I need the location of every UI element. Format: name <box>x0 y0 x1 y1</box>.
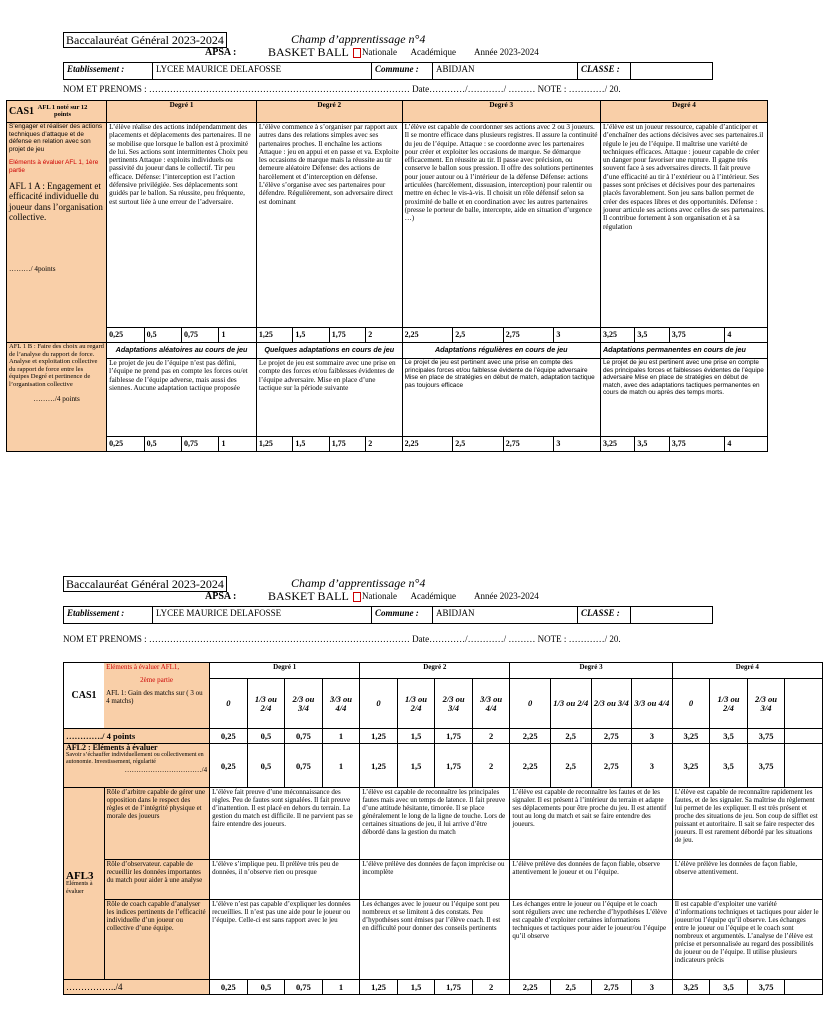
score-cell[interactable]: 2,5 <box>453 328 504 343</box>
grid-page2 <box>63 662 823 995</box>
score-cell[interactable]: 2,25 <box>510 729 551 744</box>
observateur-degre4: L’élève prélève les données de façon fiable, observe attentivement. <box>672 860 822 900</box>
score-cell[interactable]: 1 <box>322 744 360 788</box>
role-coach: Rôle de coach capable d’analyser les indices pertinents de l’efficacité individuelle d’un joueur ou collective d’une équipe. <box>104 900 210 980</box>
afl1b-degre3: Le projet de jeu est pertinent avec une prise en compte des principales forces et/ou faiblesse évidente de l’équipe adversaire Mise en place de stratégies en début de match, adaptation tactique pas toujours efficace <box>402 359 600 437</box>
adapt-degre4: Adaptations permanentes en cours de jeu <box>600 343 767 359</box>
fraction-cell: 1/3 ou 2/4 <box>550 679 591 729</box>
nationale-label: Nationale <box>362 591 397 601</box>
cas1-text: CAS1 <box>9 105 35 117</box>
arbitre-degre1: L’élève fait preuve d’une méconnaissance des règles. Peu de fautes sont signalées. Il fait preuve d’inattention. Il est placé en dehors du terrain. La gestion du match est difficile. Il ne parvient pas se faire entendre des joueurs. <box>210 788 360 860</box>
afl1a-title: AFL 1 A : Engagement et efficacité individuelle du joueur dans l’organisation collective. <box>9 180 103 223</box>
score-cell[interactable]: 3,5 <box>710 980 748 995</box>
afl3-score-row <box>64 980 823 995</box>
afl2-criteria <box>64 744 210 788</box>
degre-4-header-2: Degré 4 <box>672 663 822 679</box>
afl1-gain-text: AFL 1: Gain des matchs sur ( 3 ou 4 matchs) <box>106 689 203 705</box>
red-line-1: Eléments à évaluer AFL1, <box>106 663 180 671</box>
score-cell[interactable]: 3,75 <box>747 744 785 788</box>
score-cell[interactable]: 0,75 <box>285 744 323 788</box>
nom-line: NOM ET PRENOMS : …………………………………………………………………………… Date…………/…………/ ……… NOTE : …………/ 20. <box>63 84 621 94</box>
afl1a-degre3: L’élève est capable de coordonner ses actions avec 2 ou 3 joueurs. Il se montre efficace dans plusieurs registres. Il assure la continuité du jeu de l’équipe. Attaque : se coordonne avec les partenaires pour créer et exploiter les occasions de marque. Se démarque efficacement. En réussite au tir. Il passe avec précision, ou conserve le ballon sous pression. Il offre des solutions pertinentes pour jouer autour ou à l’intérieur de la défense Défense: actions articulées (harcèlement, dissuasion, interception) pour ralentir ou mettre en échec le vis-à-vis. Il choisit un rôle défensif selon sa proximité de balle et en coordination avec les autres partenaires (presse le porteur de balle, intercepte, aide en situation d’urgence …) <box>402 123 600 328</box>
degre-1-header-2: Degré 1 <box>210 663 360 679</box>
score-cell[interactable]: 3,5 <box>710 729 748 744</box>
afl1a-points: ………/ 4points <box>9 264 56 273</box>
etab-value: LYCEE MAURICE DELAFOSSE <box>153 607 372 624</box>
champ-title: Champ d’apprentissage n°4 <box>291 576 426 590</box>
score-cell[interactable]: 0,25 <box>210 729 248 744</box>
afl1b-degre2: Le projet de jeu est sommaire avec une prise en compte des forces et/ou faiblesses évidentes de l’équipe adversaire. Mise en place d’une tactique sur la période suivante <box>256 359 402 437</box>
score-cell[interactable]: 2,5 <box>550 729 591 744</box>
score-cell[interactable]: 3,75 <box>669 437 725 452</box>
degre-2-header: Degré 2 <box>256 101 402 123</box>
score-cell[interactable]: 3,25 <box>672 744 710 788</box>
score-cell[interactable]: 4 <box>725 328 768 343</box>
afl3-title: AFL3 <box>66 869 94 882</box>
score-cell[interactable]: 1,5 <box>397 980 435 995</box>
fraction-cell: 3/3 ou 4/4 <box>632 679 673 729</box>
score-cell[interactable]: 2,75 <box>503 437 554 452</box>
score-cell[interactable]: 0,75 <box>285 729 323 744</box>
score-cell[interactable]: 2,5 <box>550 980 591 995</box>
fraction-cell: 0 <box>672 679 710 729</box>
score-cell[interactable]: 2,25 <box>510 744 551 788</box>
afl2-row <box>64 744 823 788</box>
arbitre-degre4: L’élève est capable de reconnaître rapidement les fautes, et de les signaler. Sa maîtrise du règlement lui permet de les expliquer. Il est très présent et proche des situations de jeu. Son coup de sifflet est puissant et autoritaire. Il sait se faire respecter des joueurs. Il est rarement débordé par les situations de jeu. <box>672 788 822 860</box>
degre-1-header: Degré 1 <box>107 101 257 123</box>
fraction-cell: 2/3 ou 3/4 <box>747 679 785 729</box>
score-cell[interactable] <box>785 744 823 788</box>
score-cell[interactable]: 2,25 <box>402 437 453 452</box>
afl1b-criteria <box>7 343 107 452</box>
commune-label: Commune : <box>372 63 433 80</box>
role-arbitre: Rôle d’arbitre capable de gérer une opposition dans le respect des règles et de l’intégrité physique et morale des joueurs <box>104 788 210 860</box>
score-cell[interactable]: 3,5 <box>710 744 748 788</box>
adapt-degre3: Adaptations régulières en cours de jeu <box>402 343 600 359</box>
score-cell[interactable]: 3 <box>632 980 673 995</box>
score-cell[interactable]: 0,5 <box>247 744 285 788</box>
score-cell[interactable]: 1,5 <box>397 744 435 788</box>
commune-value: ABIDJAN <box>433 63 578 80</box>
score-cell[interactable]: 2 <box>472 980 510 995</box>
score-cell[interactable]: 3 <box>554 328 601 343</box>
annee-label: Année 2023-2024 <box>473 47 539 57</box>
arbitre-row <box>64 788 823 860</box>
score-cell[interactable]: 3 <box>632 729 673 744</box>
score-cell[interactable]: 1,75 <box>435 980 473 995</box>
score-cell[interactable] <box>785 729 823 744</box>
apsa-value: BASKET BALL <box>268 589 349 603</box>
etab-table <box>63 62 713 80</box>
bac-title: Baccalauréat Général 2023-2024 <box>63 32 227 48</box>
score-cell[interactable]: 1 <box>219 437 256 452</box>
score-cell[interactable]: 2,75 <box>591 729 632 744</box>
score-cell[interactable]: 1,75 <box>329 328 365 343</box>
score-cell[interactable]: 3,25 <box>672 980 710 995</box>
score-cell[interactable]: 0,25 <box>107 437 144 452</box>
sheet-1 <box>63 32 768 97</box>
afl2-points: ……………………………/4 <box>124 766 208 774</box>
score-cell[interactable]: 0,5 <box>247 729 285 744</box>
observateur-row <box>64 860 823 900</box>
afl1a-score-row <box>7 328 768 343</box>
score-cell[interactable]: 2 <box>472 729 510 744</box>
afl3-label <box>64 788 105 980</box>
commune-label: Commune : <box>372 607 433 624</box>
etab-value: LYCEE MAURICE DELAFOSSE <box>153 63 372 80</box>
score-cell[interactable]: 0,25 <box>210 744 248 788</box>
score-cell[interactable]: 1,25 <box>256 328 292 343</box>
score-cell[interactable]: 3 <box>554 437 601 452</box>
annee-label: Année 2023-2024 <box>473 591 539 601</box>
score-cell[interactable]: 1 <box>322 729 360 744</box>
score-cell[interactable]: 2,75 <box>591 744 632 788</box>
score-cell[interactable]: 2,75 <box>503 328 554 343</box>
fraction-cell: 2/3 ou 3/4 <box>591 679 632 729</box>
score-cell[interactable]: 1,25 <box>360 729 398 744</box>
degre-2-header-2: Degré 2 <box>360 663 510 679</box>
afl1b-score-row <box>7 437 768 452</box>
afl3-points: ……………../4 <box>64 980 210 995</box>
coach-degre1: L’élève n’est pas capable d’expliquer les données recueillies. Il n’est pas une aide pour le joueur ou l’équipe. Celle-ci est sans rapport avec le jeu <box>210 900 360 980</box>
fraction-cell: 2/3 ou 3/4 <box>285 679 323 729</box>
afl1a-top: S’engager et réaliser des actions techniques d’attaque et de défense en relation avec son projet de jeu <box>9 123 103 153</box>
score-cell[interactable]: 3,75 <box>669 328 725 343</box>
sheet-2 <box>63 576 768 647</box>
score-cell[interactable]: 1,25 <box>360 744 398 788</box>
afl1b-degre4: Le projet de jeu est pertinent avec une prise en compte des principales forces et faiblesses évidentes de l’équipe adversaire Mise en place de stratégies en début de match, avec des adaptations tactiques permanentes en cours de match ou après des temps morts. <box>600 359 767 437</box>
champ-title: Champ d’apprentissage n°4 <box>291 32 426 46</box>
score-cell[interactable]: 1 <box>322 980 360 995</box>
classe-label: CLASSE : <box>578 607 631 624</box>
apsa-label: APSA : <box>205 591 237 602</box>
observateur-degre3: L’élève prélève des données de façon fiable, observe attentivement le joueur et ou l’équipe. <box>510 860 672 900</box>
fraction-cell: 1/3 ou 2/4 <box>247 679 285 729</box>
academique-label: Académique <box>410 591 456 601</box>
score-cell[interactable]: 1,25 <box>256 437 292 452</box>
afl1b-text: AFL 1 B : Faire des choix au regard de l’analyse du rapport de force. Analyse et exploitation collective du rapport de force entre les équipes Degré et pertinence de l’organisation collective <box>9 343 104 388</box>
score-cell[interactable]: 0,75 <box>182 437 219 452</box>
observateur-degre2: L’élève prélève des données de façon imprécise ou incomplète <box>360 860 510 900</box>
afl1-note: AFL 1 noté sur 12 points <box>37 103 88 118</box>
score-cell[interactable]: 1,5 <box>293 437 329 452</box>
afl1a-degre2: L’élève commence à s’organiser par rapport aux autres dans des relations simples avec ses partenaires proches. Il enchaîne les actions Attaque : jeu en appui et en passe et va. Exploite les occasions de marque mais la réussite au tir demeure aléatoire Défense: des actions de harcèlement et d’interception en défense. L’élève s’organise avec ses partenaires pour défendre. Régulièrement, son adversaire direct est dominant <box>256 123 402 328</box>
etab-table-2 <box>63 606 713 624</box>
score-cell[interactable]: 1,75 <box>435 744 473 788</box>
coach-degre2: Les échanges avec le joueur ou l’équipe sont peu nombreux et se limitent à des constats. Peu d’hypothèses sont émises par l’élève coach. Il est en difficulté pour donner des conseils pertinents <box>360 900 510 980</box>
coach-degre3: Les échanges entre le joueur ou l’équipe et le coach sont réguliers avec une recherche d’hypothèses L’élève est capable d’exploiter certaines informations techniques et tactiques pour aider le joueur/ou l’équipe qu’il observe <box>510 900 672 980</box>
fraction-cell: 0 <box>510 679 551 729</box>
score-cell[interactable]: 1,5 <box>293 328 329 343</box>
classe-value <box>631 63 713 80</box>
score-cell[interactable]: 2,25 <box>510 980 551 995</box>
score-cell[interactable]: 2,25 <box>402 328 453 343</box>
nom-line: NOM ET PRENOMS : …………………………………………………………………………… Date…………/…………/ ……… NOTE : …………/ 20. <box>63 634 621 644</box>
adapt-degre2: Quelques adaptations en cours de jeu <box>256 343 402 359</box>
fraction-cell: 2/3 ou 3/4 <box>435 679 473 729</box>
level-options <box>353 591 539 602</box>
coach-degre4: Il est capable d’exploiter une variété d’informations techniques et tactiques pour aider le joueur/ou l’équipe qu’il observe. Les échanges entre le joueur ou l’équipe et le coach sont nombreux et argumentés. L’analyse de l’élève est précise et personnalisée au regard des possibilités du joueur ou de l’équipe. Il utilise plusieurs indicateurs précis <box>672 900 822 980</box>
header-2 <box>63 576 768 606</box>
score-cell[interactable]: 1,5 <box>397 729 435 744</box>
score-cell[interactable]: 3,25 <box>600 328 634 343</box>
role-observateur: Rôle d’observateur. capable de recueillir les données importantes du match pour aider à une analyse <box>104 860 210 900</box>
score-cell[interactable]: 3 <box>632 744 673 788</box>
score-cell[interactable]: 3,25 <box>600 437 634 452</box>
coach-row <box>64 900 823 980</box>
fraction-cell: 0 <box>360 679 398 729</box>
bac-title: Baccalauréat Général 2023-2024 <box>63 576 227 592</box>
etab-label: Etablissement : <box>64 607 153 624</box>
commune-value: ABIDJAN <box>433 607 578 624</box>
adapt-degre1: Adaptations aléatoires au cours de jeu <box>107 343 257 359</box>
grid-page1 <box>6 100 768 452</box>
afl1a-criteria <box>7 123 107 343</box>
cas1-label <box>7 101 107 123</box>
classe-label: CLASSE : <box>578 63 631 80</box>
score-cell[interactable]: 0,5 <box>144 437 181 452</box>
apsa-label: APSA : <box>205 47 237 58</box>
arbitre-degre3: L’élève est capable de reconnaître les fautes et de les signaler. Il est présent à l’intérieur du terrain et adapte ses déplacements pour être proche du jeu. Il est attentif tout au long du match et sait se faire entendre des joueurs. <box>510 788 672 860</box>
score-cell[interactable]: 2 <box>472 744 510 788</box>
apsa-value: BASKET BALL <box>268 45 349 59</box>
score-cell[interactable]: 2,75 <box>591 980 632 995</box>
score-cell[interactable]: 1,25 <box>360 980 398 995</box>
score-cell[interactable]: 3,75 <box>747 729 785 744</box>
score-cell[interactable]: 0,5 <box>247 980 285 995</box>
header <box>63 32 768 62</box>
afl3-sub: Eléments à évaluer <box>66 880 93 895</box>
score-cell[interactable]: 2 <box>366 437 402 452</box>
score-cell[interactable]: 0,75 <box>182 328 219 343</box>
score-cell[interactable]: 0,75 <box>285 980 323 995</box>
score-cell[interactable] <box>785 980 823 995</box>
level-options <box>353 47 539 58</box>
score-cell[interactable]: 3,5 <box>635 328 669 343</box>
observateur-degre1: L’élève s’implique peu. Il prélève très peu de données, il n’observe rien ou presque <box>210 860 360 900</box>
degre-4-header: Degré 4 <box>600 101 767 123</box>
afl1-points-row <box>64 729 823 744</box>
score-cell[interactable]: 3,5 <box>635 437 669 452</box>
red-line-2: 2ème partie <box>140 676 173 684</box>
etab-label: Etablissement : <box>64 63 153 80</box>
fraction-cell: 3/3 ou 4/4 <box>322 679 360 729</box>
fraction-cell: 3/3 ou 4/4 <box>472 679 510 729</box>
afl1-points-label: …………./ 4 points <box>64 729 210 744</box>
score-cell[interactable]: 2 <box>366 328 402 343</box>
fraction-cell <box>785 679 823 729</box>
fraction-cell: 0 <box>210 679 248 729</box>
cas1-label-2: CAS1 <box>64 663 105 729</box>
afl2-text: Savoir s’échauffer individuellement ou collectivement en autonomie. Investissement, régularité <box>66 752 204 765</box>
afl1a-red: Eléments à évaluer AFL 1, 1ère partie <box>9 159 99 174</box>
checkbox[interactable] <box>353 592 361 602</box>
checkbox[interactable] <box>353 48 361 58</box>
afl1-gain-criteria <box>104 663 210 729</box>
afl1a-degre4: L’élève est un joueur ressource, capable d’anticiper et d’enchaîner des actions décisives avec ses partenaires.il régule le jeu de l’équipe. Il maîtrise une variété de techniques efficaces. Attaque : joueur capable de créer un danger pour favoriser une rupture. Il gagne très souvent face à ses adversaires directs. Il fait preuve d’une efficacité au tir à l’extérieur ou à l’intérieur. Ses passes sont précises et décisives pour des partenaires placés favorablement. Son jeu sans ballon permet de créer des espaces libres et des opportunités. Défense : joueur articule ses actions avec celles de ses partenaires. Il contribue fortement à son organisation et à sa régulation <box>600 123 767 328</box>
score-cell[interactable]: 2,5 <box>453 437 504 452</box>
score-cell[interactable]: 1,75 <box>329 437 365 452</box>
afl1b-points: ………/4 points <box>33 394 80 403</box>
degre-3-header: Degré 3 <box>402 101 600 123</box>
score-cell[interactable]: 1 <box>219 328 256 343</box>
degre-3-header-2: Degré 3 <box>510 663 672 679</box>
score-cell[interactable]: 3,75 <box>747 980 785 995</box>
score-cell[interactable]: 0,25 <box>107 328 144 343</box>
score-cell[interactable]: 2,5 <box>550 744 591 788</box>
score-cell[interactable]: 0,25 <box>210 980 248 995</box>
afl2-title <box>66 744 207 752</box>
score-cell[interactable]: 3,25 <box>672 729 710 744</box>
score-cell[interactable]: 1,75 <box>435 729 473 744</box>
grid-page2-clip <box>63 662 819 1020</box>
score-cell[interactable]: 0,5 <box>144 328 181 343</box>
afl1a-degre1: L’élève réalise des actions indépendamment des placements et déplacements des partenaires. Il ne se mobilise que lorsque le ballon est à proximité de lui. Ses actions sont intermittentes Choix peu pertinents Attaque : exploits individuels ou passivité du joueur dans le collectif. Tir peu efficace. Défense: l’interception est l’action défensive privilégiée. Ses déplacements sont guidés par le ballon. Sa réussite, peu fréquente, est surtout liée à une erreur de l’adversaire. <box>107 123 257 328</box>
classe-value <box>631 607 713 624</box>
score-cell[interactable]: 4 <box>725 437 768 452</box>
afl1b-degre1: Le projet de jeu de l’équipe n’est pas défini, l’équipe ne prend pas en compte les forces ou/et faiblesse de l’équipe adverse, mais aussi des siennes. Aucune adaptation tactique proposée <box>107 359 257 437</box>
fraction-cell: 1/3 ou 2/4 <box>710 679 748 729</box>
afl2-title-text: AFL2 : Eléments à évaluer <box>66 743 158 752</box>
fraction-cell: 1/3 ou 2/4 <box>397 679 435 729</box>
arbitre-degre2: L’élève est capable de reconnaître les principales fautes mais avec un temps de latence. Il fait preuve d’une attitude hésitante, timorée. Il se place généralement le long de la ligne de touche. Lors de certaines situations de jeu, il lui arrive d’être débordé dans la gestion du match <box>360 788 510 860</box>
academique-label: Académique <box>410 47 456 57</box>
nationale-label: Nationale <box>362 47 397 57</box>
